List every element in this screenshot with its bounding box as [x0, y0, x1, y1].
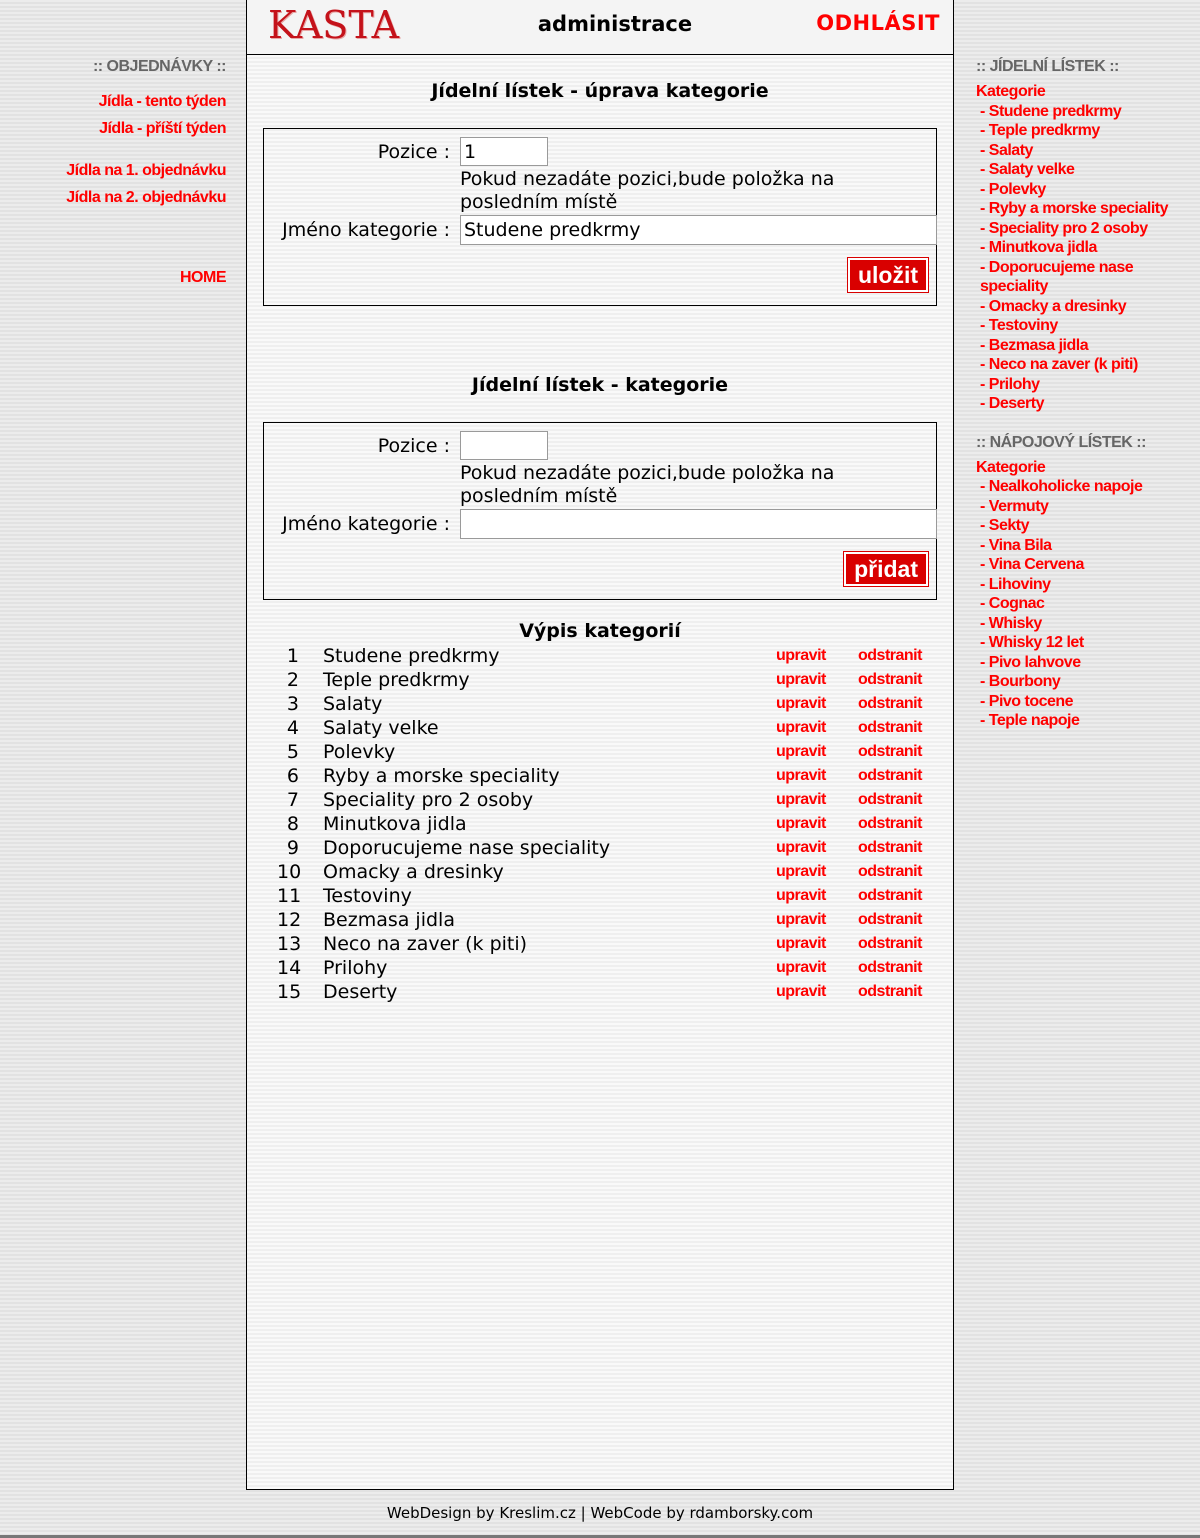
category-list — [277, 644, 937, 1004]
add-category-form — [263, 422, 937, 600]
delete-link[interactable]: odstranit — [858, 791, 922, 808]
drinks-category-item[interactable]: - Bourbony — [980, 673, 1061, 690]
food-menu-heading: :: JÍDELNÍ LÍSTEK :: — [976, 58, 1119, 75]
drinks-category-item[interactable]: - Vina Bila — [980, 536, 1052, 554]
food-category-item[interactable]: - Testoviny — [980, 317, 1058, 334]
edit-category-title: Jídelní lístek - úprava kategorie — [431, 80, 769, 102]
table-row — [277, 764, 937, 788]
logout-link[interactable]: ODHLÁSIT — [816, 11, 940, 35]
link-meals-this-week[interactable]: Jídla - tento týden — [98, 93, 226, 110]
edit-position-hint: Pokud nezadáte pozici,bude položka na posledním místě — [460, 168, 835, 213]
delete-link[interactable]: odstranit — [858, 863, 922, 880]
edit-link[interactable]: upravit — [776, 911, 826, 928]
table-row — [277, 692, 937, 716]
edit-link[interactable]: upravit — [776, 839, 826, 856]
food-category-item[interactable]: - Minutkova jidla — [980, 239, 1097, 256]
drinks-menu-heading: :: NÁPOJOVÝ LÍSTEK :: — [976, 433, 1146, 451]
row-category-name: Testoviny — [323, 885, 412, 907]
row-position: 9 — [286, 837, 299, 859]
food-category-item[interactable]: - Polevky — [980, 180, 1046, 198]
category-list-title: Výpis kategorií — [519, 620, 681, 642]
food-category-item[interactable]: - Salaty — [980, 141, 1033, 159]
edit-link[interactable]: upravit — [776, 959, 826, 976]
row-category-name: Speciality pro 2 osoby — [323, 789, 534, 811]
row-position: 11 — [277, 885, 302, 907]
row-category-name: Omacky a dresinky — [323, 861, 504, 883]
row-category-name: Salaty — [323, 693, 383, 715]
add-name-label: Jméno kategorie : — [282, 513, 450, 535]
link-meals-next-week[interactable]: Jídla - příští týden — [99, 120, 226, 137]
drinks-category-link[interactable]: Kategorie — [976, 458, 1046, 476]
drinks-category-item[interactable]: - Cognac — [980, 595, 1045, 612]
drinks-category-item[interactable]: - Vermuty — [980, 497, 1049, 515]
row-category-name: Teple predkrmy — [323, 669, 470, 691]
table-row — [277, 716, 937, 740]
food-category-item[interactable]: - Prilohy — [980, 375, 1040, 393]
row-category-name: Polevky — [323, 741, 396, 763]
row-position: 14 — [277, 957, 302, 979]
left-sidebar — [0, 54, 226, 291]
table-row — [277, 836, 937, 860]
row-position: 3 — [286, 693, 299, 715]
table-row — [277, 980, 937, 1004]
edit-category-form — [263, 128, 937, 306]
add-position-hint: Pokud nezadáte pozici,bude položka na posledním místě — [460, 462, 835, 507]
food-category-item[interactable]: - Teple predkrmy — [980, 122, 1100, 139]
delete-link[interactable]: odstranit — [858, 671, 922, 688]
delete-link[interactable]: odstranit — [858, 815, 922, 832]
table-row — [277, 788, 937, 812]
edit-link[interactable]: upravit — [776, 695, 826, 712]
delete-link[interactable]: odstranit — [858, 983, 922, 1000]
add-category-title: Jídelní lístek - kategorie — [471, 374, 729, 396]
table-row — [277, 812, 937, 836]
main-panel — [246, 0, 954, 1490]
drinks-category-item[interactable]: - Lihoviny — [980, 575, 1051, 593]
delete-link[interactable]: odstranit — [858, 911, 922, 928]
delete-link[interactable]: odstranit — [858, 839, 922, 856]
row-position: 15 — [277, 981, 302, 1003]
drinks-category-item[interactable]: - Teple napoje — [980, 712, 1080, 729]
row-category-name: Prilohy — [323, 957, 388, 979]
add-button[interactable]: přidat — [844, 552, 928, 586]
row-category-name: Bezmasa jidla — [323, 909, 455, 931]
edit-link[interactable]: upravit — [776, 983, 826, 1000]
food-category-item[interactable]: - Speciality pro 2 osoby — [980, 219, 1148, 237]
drinks-category-item[interactable]: - Nealkoholicke napoje — [980, 478, 1143, 495]
food-category-item[interactable]: - Neco na zaver (k piti) — [980, 356, 1138, 373]
edit-link[interactable]: upravit — [776, 647, 826, 664]
delete-link[interactable]: odstranit — [858, 887, 922, 904]
food-category-item[interactable]: - Studene predkrmy — [980, 102, 1122, 120]
row-category-name: Doporucujeme nase speciality — [323, 837, 611, 859]
page-title: administrace — [537, 12, 693, 36]
row-category-name: Studene predkrmy — [323, 645, 500, 667]
row-position: 12 — [277, 909, 302, 931]
kasta-logo: KASTA — [268, 3, 400, 47]
delete-link[interactable]: odstranit — [858, 935, 922, 952]
table-row — [277, 884, 937, 908]
drinks-category-item[interactable]: - Sekty — [980, 517, 1029, 534]
row-position: 8 — [286, 813, 299, 835]
row-category-name: Deserty — [323, 981, 398, 1003]
edit-link[interactable]: upravit — [776, 743, 826, 760]
row-position: 2 — [286, 669, 299, 691]
row-position: 5 — [286, 741, 299, 763]
row-category-name: Ryby a morske speciality — [323, 765, 560, 787]
drinks-category-item[interactable]: - Whisky — [980, 614, 1042, 632]
add-position-label: Pozice : — [377, 435, 450, 457]
food-category-link[interactable]: Kategorie — [976, 83, 1046, 100]
drinks-category-list — [976, 477, 1198, 731]
edit-position-input[interactable] — [460, 137, 548, 166]
food-category-item[interactable]: - Omacky a dresinky — [980, 297, 1127, 315]
drinks-category-item[interactable]: - Pivo tocene — [980, 692, 1074, 710]
footer-credits: WebDesign by Kreslim.cz | WebCode by rdamborsky.com — [386, 1504, 814, 1522]
save-button[interactable]: uložit — [848, 258, 928, 292]
edit-link[interactable]: upravit — [776, 935, 826, 952]
edit-name-label: Jméno kategorie : — [282, 219, 450, 241]
row-category-name: Salaty velke — [323, 717, 439, 739]
table-row — [277, 932, 937, 956]
delete-link[interactable]: odstranit — [858, 647, 922, 664]
edit-link[interactable]: upravit — [776, 863, 826, 880]
row-position: 7 — [286, 789, 299, 811]
row-position: 4 — [286, 717, 299, 739]
table-row — [277, 908, 937, 932]
delete-link[interactable]: odstranit — [858, 719, 922, 736]
row-position: 10 — [277, 861, 302, 883]
delete-link[interactable]: odstranit — [858, 743, 922, 760]
right-sidebar — [976, 54, 1198, 731]
link-home[interactable]: HOME — [180, 269, 226, 286]
edit-link[interactable]: upravit — [776, 671, 826, 688]
table-row — [277, 668, 937, 692]
table-row — [277, 860, 937, 884]
edit-link[interactable]: upravit — [776, 887, 826, 904]
delete-link[interactable]: odstranit — [858, 695, 922, 712]
drinks-category-item[interactable]: - Vina Cervena — [980, 556, 1084, 573]
row-position: 6 — [286, 765, 299, 787]
food-category-item[interactable]: - Ryby a morske speciality — [980, 200, 1168, 217]
edit-name-input[interactable] — [460, 215, 937, 245]
food-category-list — [976, 102, 1198, 414]
header — [247, 0, 953, 55]
table-row — [277, 740, 937, 764]
table-row — [277, 956, 937, 980]
row-position: 13 — [277, 933, 302, 955]
edit-link[interactable]: upravit — [776, 791, 826, 808]
row-category-name: Minutkova jidla — [323, 813, 467, 835]
row-position: 1 — [286, 645, 299, 667]
table-row — [277, 644, 937, 668]
delete-link[interactable]: odstranit — [858, 959, 922, 976]
food-category-item[interactable]: - Doporucujeme nase speciality — [980, 258, 1134, 295]
edit-link[interactable]: upravit — [776, 815, 826, 832]
edit-link[interactable]: upravit — [776, 719, 826, 736]
add-name-input[interactable] — [460, 509, 937, 539]
link-meals-order-1[interactable]: Jídla na 1. objednávku — [66, 162, 226, 179]
add-position-input[interactable] — [460, 431, 548, 460]
food-category-item[interactable]: - Bezmasa jidla — [980, 336, 1089, 354]
drinks-category-item[interactable]: - Whisky 12 let — [980, 634, 1084, 651]
drinks-category-item[interactable]: - Pivo lahvove — [980, 653, 1081, 671]
food-category-item[interactable]: - Deserty — [980, 395, 1044, 412]
link-meals-order-2[interactable]: Jídla na 2. objednávku — [66, 189, 226, 206]
row-category-name: Neco na zaver (k piti) — [323, 933, 528, 955]
edit-position-label: Pozice : — [377, 141, 450, 163]
delete-link[interactable]: odstranit — [858, 767, 922, 784]
orders-heading: :: OBJEDNÁVKY :: — [92, 58, 226, 75]
edit-link[interactable]: upravit — [776, 767, 826, 784]
food-category-item[interactable]: - Salaty velke — [980, 161, 1075, 178]
